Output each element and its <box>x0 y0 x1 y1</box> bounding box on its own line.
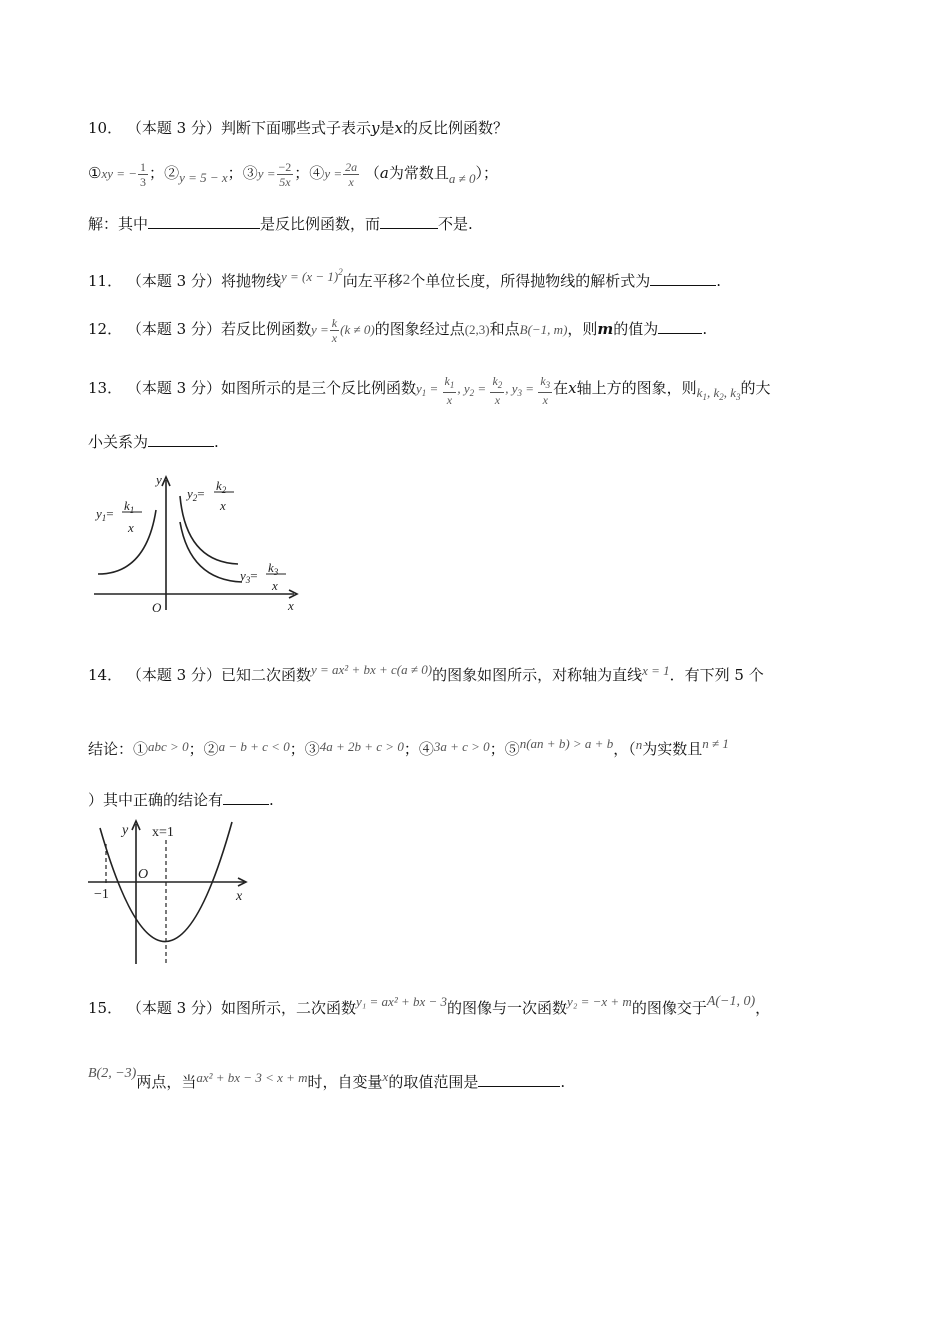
q15-line2 <box>88 1064 565 1092</box>
q11-blank[interactable] <box>650 271 716 286</box>
q14-graph <box>86 818 250 968</box>
q13-score: （本题 3 分） <box>126 379 221 397</box>
q15-var-x: x <box>382 1069 389 1084</box>
q15-text4: 两点，当 <box>136 1073 197 1091</box>
q15-score: （本题 3 分） <box>126 999 221 1017</box>
q15-point-a: A(−1, 0) <box>706 994 756 1009</box>
q14-text3: ．有下列 5 个 <box>669 666 764 684</box>
q10-ans-text2: 是反比例函数，而 <box>260 215 381 233</box>
frac-den: x <box>446 392 453 407</box>
q13-text2: 在 <box>553 379 569 397</box>
q10-is: 是 <box>379 119 395 137</box>
q10-blank2[interactable] <box>380 214 438 229</box>
q10-choice4-mark: ④ <box>309 164 325 182</box>
q11-n: 2 <box>402 272 411 288</box>
q14-y-label: y <box>122 823 129 838</box>
q12-point2: B(−1, m) <box>519 322 568 337</box>
eq: = <box>106 506 114 521</box>
q15-point-b: B(2, −3) <box>88 1066 137 1081</box>
q10-choice1-frac <box>138 160 148 189</box>
sub: 2 <box>719 392 724 402</box>
q13-ks: $k_1$, $k_2$, $k_3$ <box>696 385 741 402</box>
var: y <box>96 506 102 521</box>
q10-number: 10． <box>88 119 123 137</box>
sub: 2 <box>469 388 475 398</box>
var: k <box>540 373 546 388</box>
sub: 3 <box>517 388 523 398</box>
q14-expr: y = ax² + bx + c(a ≠ 0) <box>310 662 433 677</box>
q14-c4-expr: 3a + c > 0 <box>433 739 490 754</box>
q14-line2 <box>88 734 729 759</box>
q14-c1-expr: abc > 0 <box>148 739 189 754</box>
paren: ）； <box>475 164 499 182</box>
q10-stem2: 的反比例函数？ <box>402 119 508 137</box>
q10-choice2-mark: ② <box>164 164 180 182</box>
q14-var-n: n <box>635 737 643 752</box>
var: k <box>696 385 703 400</box>
q14-c3-expr: 4a + 2b + c > 0 <box>319 739 404 754</box>
eq: = <box>197 486 205 501</box>
q14-origin-label: O <box>138 867 149 882</box>
q10-ans-text3: 不是. <box>438 215 473 233</box>
frac-den: x <box>331 330 338 345</box>
q14-tail1: ，（ <box>613 740 636 758</box>
sub: 3 <box>736 392 741 402</box>
q11-text1: 将抛物线 <box>220 272 281 290</box>
q12-score: （本题 3 分） <box>126 320 221 338</box>
q15-text1: 如图所示，二次函数 <box>220 999 356 1017</box>
q10-choice3-frac <box>277 160 294 189</box>
q12-text5: 的值为 <box>613 320 659 338</box>
sub: 3 <box>545 379 551 390</box>
q14-line1 <box>88 660 764 685</box>
sep: ； <box>489 740 505 758</box>
period: . <box>269 791 274 809</box>
q10-var-y: y <box>370 119 380 137</box>
sep: ； <box>188 740 204 758</box>
sub: 3 <box>245 575 251 585</box>
q15-text6: 的取值范围是 <box>388 1073 479 1091</box>
var: k <box>713 385 720 400</box>
q10-choice1-expr: xy = − <box>101 166 138 181</box>
frac-num <box>538 374 552 393</box>
q10-choice3-lhs: y = <box>257 166 276 181</box>
q14-conclusion-label: 结论： <box>88 740 134 758</box>
q14-score: （本题 3 分） <box>126 666 221 684</box>
frac-num: k <box>331 315 338 330</box>
q14-neg1-label: −1 <box>94 887 109 902</box>
q14-c5-mark: ⑤ <box>504 740 520 758</box>
q15-text3: 的图像交于 <box>631 999 707 1017</box>
q13-text5: 小关系为 <box>88 433 149 451</box>
q15-text2: 的图像与一次函数 <box>447 999 568 1017</box>
q13-den1: x <box>128 520 134 535</box>
q13-den3: x <box>272 578 278 593</box>
frac-num <box>490 374 504 393</box>
period: . <box>214 433 219 451</box>
q12-text1: 若反比例函数 <box>220 320 311 338</box>
var: k <box>124 498 130 513</box>
q11-line <box>88 262 721 291</box>
q10-choices <box>88 158 498 194</box>
q13-origin-label: O <box>152 600 162 615</box>
q13-blank[interactable] <box>148 432 214 447</box>
q11-expr <box>281 269 343 284</box>
q13-label-y2 <box>185 486 205 503</box>
frac-num: −2 <box>278 159 292 174</box>
var: k <box>730 385 736 400</box>
q14-c2-mark: ② <box>203 740 219 758</box>
q13-graph <box>86 470 306 618</box>
sub: 2 <box>221 485 227 495</box>
q13-text3: 轴上方的图象，则 <box>576 379 697 397</box>
q12-line <box>88 312 707 347</box>
q10-blank1[interactable] <box>148 214 260 229</box>
q15-y1-expr: y₁ = ax² + bx − 3 <box>355 994 448 1009</box>
q10-var-a: a <box>379 164 389 182</box>
frac-den: x <box>494 392 501 407</box>
q10-ans-text1: 解：其中 <box>88 215 149 233</box>
q15-text5: 时，自变量 <box>307 1073 383 1091</box>
q10-choice4-lhs: y = <box>324 166 343 181</box>
q10-line1 <box>88 118 508 138</box>
var: y <box>463 381 470 396</box>
q10-answer <box>88 214 473 234</box>
sep: ； <box>403 740 419 758</box>
q13-text4: 的大 <box>740 379 771 397</box>
q10-condition: a ≠ 0 <box>448 171 476 186</box>
sep: ； <box>227 164 243 182</box>
q11-exp: 2 <box>338 267 343 277</box>
q14-x-label: x <box>236 889 243 904</box>
sub: 3 <box>273 567 279 577</box>
paren: （ <box>364 164 380 182</box>
q11-text3: 个单位长度，所得抛物线的解析式为 <box>410 272 651 290</box>
q13-funcs: $y_1$ = $\frac{k_1}{x}$ , $y_2$ = $\frac{k_2}{x}$ , $y_3$ = $\frac{k_3}{x}$ <box>415 373 551 407</box>
q10-var-x: x <box>394 119 403 137</box>
q13-x-label: x <box>288 598 294 613</box>
q13-curve-y2 <box>180 496 238 564</box>
var: k <box>492 373 498 388</box>
q14-axis: x = 1 <box>642 663 670 678</box>
frac-den: 3 <box>140 174 147 189</box>
var: y <box>511 381 518 396</box>
sep: ； <box>294 164 310 182</box>
var: k <box>444 373 450 388</box>
var: y <box>240 568 246 583</box>
q13-y-label: y <box>156 472 162 487</box>
q10-choice2-expr: y = 5 − x <box>179 170 228 185</box>
comma: ， <box>755 999 771 1017</box>
q14-c3-mark: ③ <box>304 740 320 758</box>
q15-blank[interactable] <box>478 1072 560 1087</box>
q10-choice3-mark: ③ <box>242 164 258 182</box>
q14-cond: n ≠ 1 <box>702 736 729 751</box>
q12-text4: ，则 <box>567 320 598 338</box>
q13-line2 <box>88 432 219 452</box>
frac-den: x <box>542 392 548 407</box>
frac-num <box>443 374 457 393</box>
q13-frac1 <box>443 374 457 407</box>
var: k <box>216 478 222 493</box>
sub: 2 <box>497 379 503 390</box>
q11-text2: 向左平移 <box>342 272 403 290</box>
q15-number: 15． <box>88 999 123 1017</box>
q13-number: 13． <box>88 379 123 397</box>
q14-blank[interactable] <box>223 790 269 805</box>
q12-text2: 的图象经过点 <box>374 320 465 338</box>
eq: = <box>250 568 258 583</box>
q10-choice4-frac <box>343 160 359 189</box>
period: . <box>716 272 722 290</box>
frac-den: x <box>348 174 354 189</box>
q13-line1 <box>88 368 771 417</box>
q15-inequality: ax² + bx − 3 < x + m <box>196 1070 308 1085</box>
var: y <box>187 486 193 501</box>
q10-score: （本题 3 分） <box>126 119 221 137</box>
q11-score: （本题 3 分） <box>126 272 221 290</box>
q12-number: 12． <box>88 320 123 338</box>
frac-num: 1 <box>140 159 147 174</box>
q14-c2-expr: a − b + c < 0 <box>218 739 290 754</box>
q13-frac3 <box>538 374 552 407</box>
q13-den2: x <box>220 498 226 513</box>
q13-label-y1 <box>94 506 114 523</box>
q15-line1 <box>88 992 770 1018</box>
q12-cond: (k ≠ 0) <box>340 322 375 337</box>
sub: 1 <box>449 379 455 390</box>
q11-number: 11． <box>88 272 123 290</box>
var: k <box>268 560 274 575</box>
q12-blank[interactable] <box>658 319 702 334</box>
q14-number: 14． <box>88 666 123 684</box>
period: . <box>560 1073 566 1091</box>
q13-frac2 <box>490 374 504 407</box>
sub: 1 <box>421 388 427 398</box>
q10-stem: 判断下面哪些式子表示 <box>220 119 371 137</box>
q12-point1: (2,3) <box>464 322 490 337</box>
sub: 2 <box>192 493 198 503</box>
frac-num: 2a <box>345 159 358 174</box>
q13-var-x: x <box>568 379 577 397</box>
q14-c1-mark: ① <box>133 740 149 758</box>
q13-label-y3 <box>238 568 258 585</box>
sub: 1 <box>129 505 135 515</box>
q14-text4: ）其中正确的结论有 <box>88 791 224 809</box>
q13-text1: 如图所示的是三个反比例函数 <box>220 379 416 397</box>
frac-den: 5x <box>279 174 291 189</box>
sub: 1 <box>702 392 707 402</box>
q14-text1: 已知二次函数 <box>220 666 311 684</box>
sep: ； <box>289 740 305 758</box>
q14-sym-label: x=1 <box>152 825 174 840</box>
sep: ； <box>149 164 165 182</box>
q10-note: 为常数且 <box>388 164 449 182</box>
q12-text3: 和点 <box>489 320 520 338</box>
q13-curve-y3 <box>180 522 242 582</box>
q11-expr-base: y = (x − 1) <box>280 269 339 284</box>
q15-y2-expr: y₂ = −x + m <box>567 994 632 1009</box>
q14-c4-mark: ④ <box>418 740 434 758</box>
q14-line3 <box>88 790 274 810</box>
q14-tail2: 为实数且 <box>642 740 703 758</box>
q12-frac <box>330 316 339 345</box>
q12-var-m: m <box>597 320 614 338</box>
q14-text2: 的图象如图所示，对称轴为直线 <box>432 666 643 684</box>
q10-choice1-mark: ① <box>88 164 102 182</box>
q14-c5-expr: n(an + b) > a + b <box>519 736 614 751</box>
q12-lhs: y = <box>310 322 329 337</box>
period: . <box>702 320 708 338</box>
sub: 1 <box>101 513 107 523</box>
var: y <box>415 381 422 396</box>
